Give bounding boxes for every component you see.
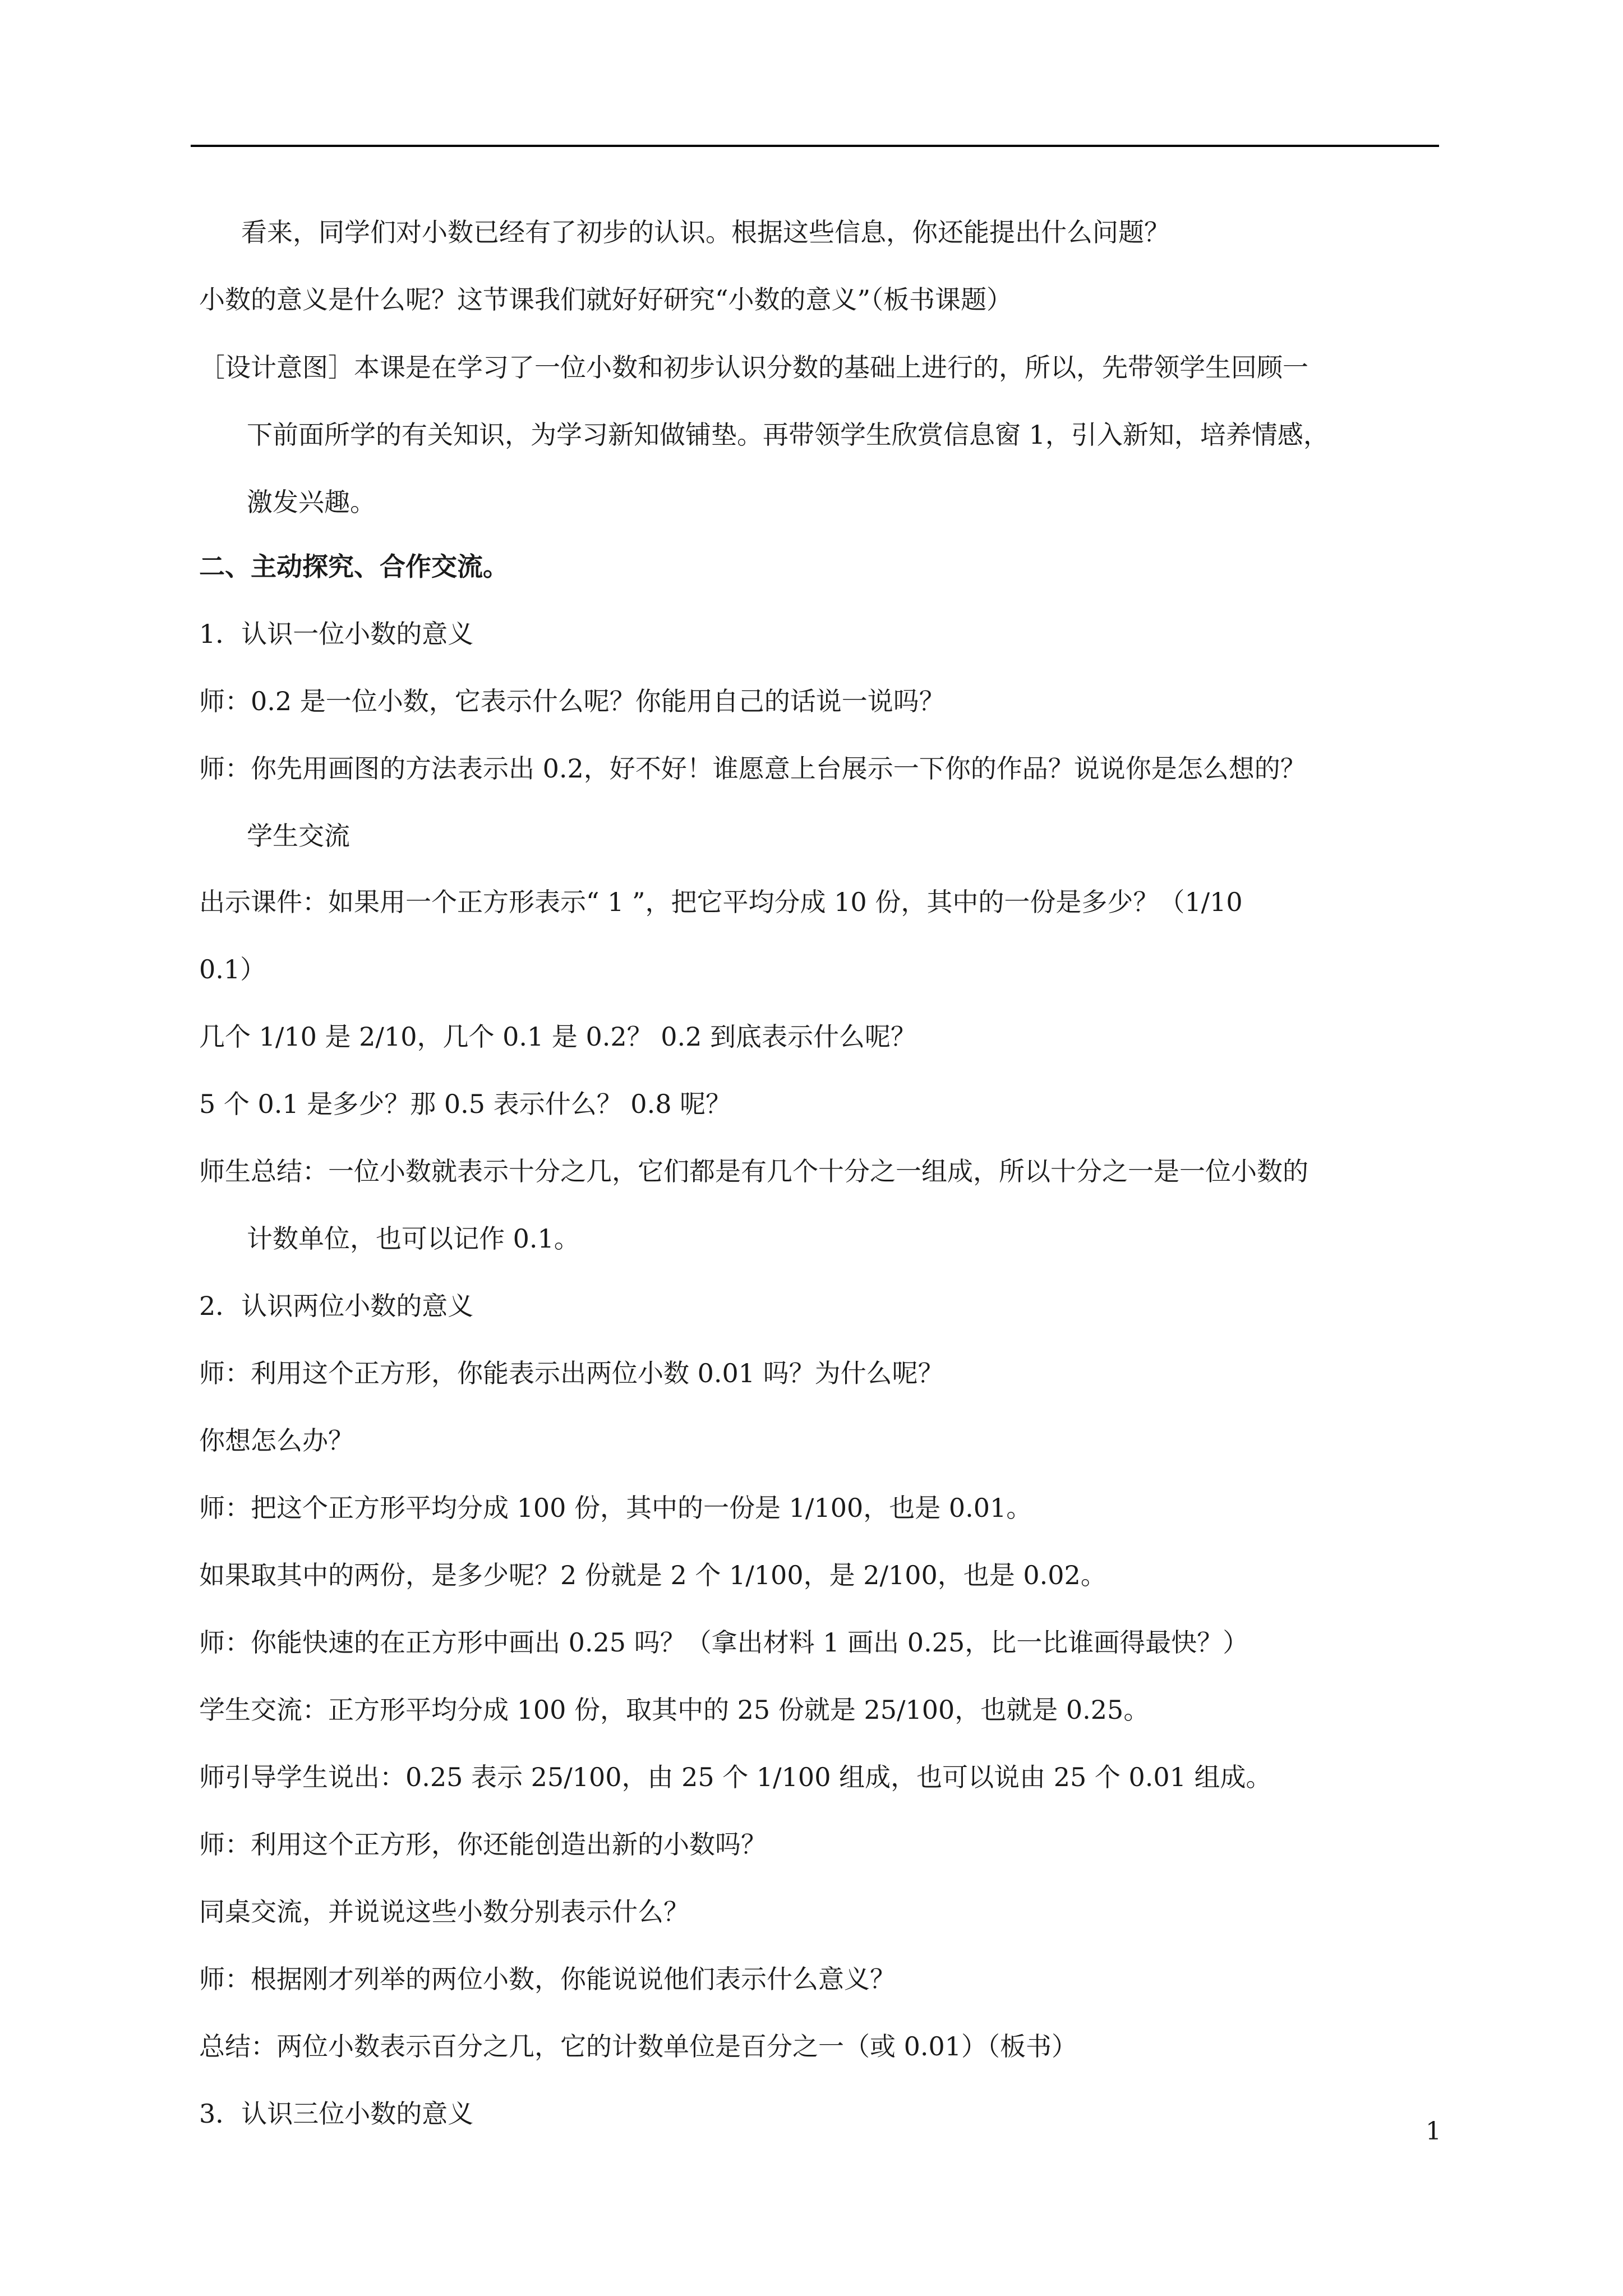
page-number: 1 xyxy=(1426,2117,1441,2146)
paragraph-line: 师：你先用画图的方法表示出 0.2，好不好！谁愿意上台展示一下你的作品？说说你是怎么想的？ xyxy=(199,753,1306,784)
paragraph-line: 出示课件：如果用一个正方形表示“ 1 ”，把它平均分成 10 份，其中的一份是多少？（1/10 xyxy=(199,887,1243,917)
subsection-heading: 1．认识一位小数的意义 xyxy=(199,619,474,649)
paragraph-line: 同桌交流，并说说这些小数分别表示什么？ xyxy=(199,1897,689,1927)
paragraph-line: 师：你能快速的在正方形中画出 0.25 吗？（拿出材料 1 画出 0.25，比一比谁画得最快？） xyxy=(199,1627,1249,1658)
subsection-heading: 2．认识两位小数的意义 xyxy=(199,1291,474,1321)
paragraph-line: 学生交流：正方形平均分成 100 份，取其中的 25 份就是 25/100，也就是 0.25。 xyxy=(199,1695,1150,1725)
paragraph-line: 学生交流 xyxy=(247,821,350,851)
paragraph-line: 师：0.2 是一位小数，它表示什么呢？你能用自己的话说一说吗？ xyxy=(199,686,945,716)
paragraph-line: 看来，同学们对小数已经有了初步的认识。根据这些信息，你还能提出什么问题？ xyxy=(241,217,1170,247)
paragraph-line: 师：把这个正方形平均分成 100 份，其中的一份是 1/100，也是 0.01。 xyxy=(199,1493,1032,1523)
paragraph-line: 师：利用这个正方形，你还能创造出新的小数吗？ xyxy=(199,1829,767,1860)
paragraph-line: 你想怎么办？ xyxy=(199,1425,354,1456)
paragraph-line: 计数单位，也可以记作 0.1。 xyxy=(247,1223,580,1254)
design-intent-line: 下前面所学的有关知识，为学习新知做铺垫。再带领学生欣赏信息窗 1，引入新知，培养情感， xyxy=(247,420,1329,450)
paragraph-line: 师：根据刚才列举的两位小数，你能说说他们表示什么意义？ xyxy=(199,1964,896,1994)
subsection-heading: 3．认识三位小数的意义 xyxy=(199,2099,474,2129)
design-intent-line: ［设计意图］本课是在学习了一位小数和初步认识分数的基础上进行的，所以，先带领学生回顾一 xyxy=(199,352,1308,383)
paragraph-line: 师引导学生说出：0.25 表示 25/100，由 25 个 1/100 组成，也可以说由 25 个 0.01 组成。 xyxy=(199,1762,1272,1792)
section-heading: 二、主动探究、合作交流。 xyxy=(199,551,509,582)
paragraph-line: 小数的意义是什么呢？这节课我们就好好研究“小数的意义”（板书课题） xyxy=(199,284,1013,315)
design-intent-line: 激发兴趣。 xyxy=(247,487,376,517)
paragraph-line: 0.1） xyxy=(199,954,266,984)
paragraph-line: 如果取其中的两份，是多少呢？2 份就是 2 个 1/100，是 2/100，也是 0.02。 xyxy=(199,1560,1106,1590)
paragraph-line: 师：利用这个正方形，你能表示出两位小数 0.01 吗？为什么呢？ xyxy=(199,1358,944,1388)
paragraph-line: 5 个 0.1 是多少？那 0.5 表示什么？ 0.8 呢？ xyxy=(199,1089,732,1119)
paragraph-line: 几个 1/10 是 2/10，几个 0.1 是 0.2？ 0.2 到底表示什么呢？ xyxy=(199,1022,917,1052)
header-rule xyxy=(191,145,1439,147)
paragraph-line: 总结：两位小数表示百分之几，它的计数单位是百分之一（或 0.01）（板书） xyxy=(199,2031,1078,2062)
paragraph-line: 师生总结：一位小数就表示十分之几，它们都是有几个十分之一组成，所以十分之一是一位小数的 xyxy=(199,1156,1308,1186)
